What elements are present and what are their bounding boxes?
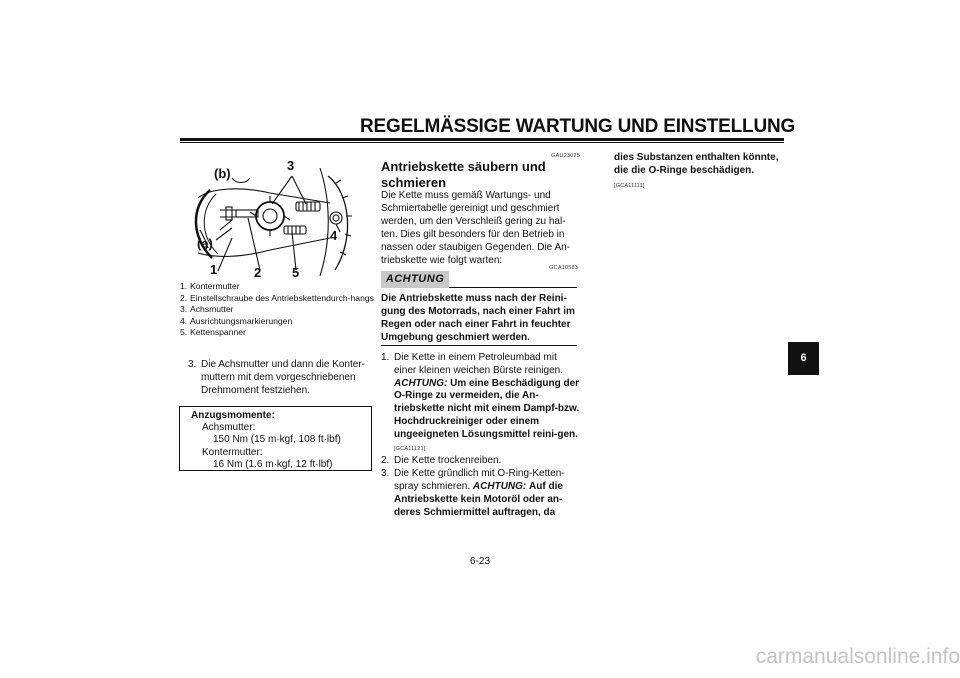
spec-axle-value: 150 Nm (15 m·kgf, 108 ft·lbf) [213, 434, 341, 446]
step-item: 3. Die Kette gründlich mit O-Ring-Ketten-spray schmieren. ACHTUNG: Auf die Antriebskette kein Motoröl oder an-deres Schmiermittel auftragen, da [381, 468, 565, 518]
caution-rule [449, 287, 577, 288]
header-rule [180, 138, 784, 141]
step-item: 2. Die Kette trockenreiben. [381, 455, 502, 467]
caption-item: 2. Einstellschraube des Antriebskettendurch-hangs [180, 292, 374, 303]
step-caution-label: ACHTUNG: [472, 480, 527, 492]
chain-adjuster-illustration [180, 158, 370, 280]
section-code: GAU23025 [551, 153, 580, 159]
spec-locknut-label: Kontermutter: [202, 446, 263, 458]
figure-label-3: 3 [287, 158, 295, 173]
caption-item: 4. Ausrichtungsmarkierungen [180, 315, 293, 326]
caption-item: 5. Kettenspanner [180, 327, 246, 338]
spec-axle-label: Achsmutter: [202, 422, 256, 434]
page-header-title: REGELMÄSSIGE WARTUNG UND EINSTELLUNG [360, 116, 796, 137]
spec-locknut-value: 16 Nm (1.6 m·kgf, 12 ft·lbf) [213, 458, 333, 470]
caption-item: 1. Kontermutter [180, 281, 240, 291]
torque-spec-box [179, 406, 372, 471]
figure-label-4: 4 [330, 228, 338, 243]
caption-item: 3. Achsmutter [180, 304, 234, 315]
caution-bottom-rule [381, 345, 577, 346]
section-title: Antriebskette säubern und schmieren [381, 159, 546, 190]
figure-label-2: 2 [254, 265, 262, 280]
cleaning-steps [381, 352, 580, 519]
figure-label-b: (b) [214, 166, 231, 181]
caution-code: GCA10583 [549, 265, 578, 271]
chapter-tab: 6 [788, 342, 819, 375]
continued-text: dies Substanzen enthalten könnte, die die O-Ringe beschädigen. [GCA11111] [614, 152, 779, 189]
figure-captions [180, 281, 375, 339]
header-rule-thin [180, 142, 784, 143]
tighten-step: 3. Die Achsmutter und dann die Konter-muttern mit dem vorgeschriebenen Drehmoment festziehen. [188, 359, 365, 396]
figure-label-a: (a) [197, 236, 213, 251]
spec-title: Anzugsmomente: [191, 410, 275, 421]
caution-text: Die Antriebskette muss nach der Reini-gung des Motorrads, nach einer Fahrt im Regen oder nach einer Fahrt in feuchter Umgebung geschmiert werden. [381, 293, 575, 343]
caution-badge: ACHTUNG [381, 271, 449, 288]
section-intro: Die Kette muss gemäß Wartungs- und Schmiertabelle gereinigt und geschmiert werden, um den Verschleiß gering zu hal-ten. Dies gilt besonders für den Betrieb in nassen oder staubigen Gegenden. Die An-triebskette wie folgt warten: [381, 190, 571, 266]
step-item: 1. Die Kette in einem Petroleumbad mit einer kleinen weichen Bürste reinigen. ACHTUNG: Um eine Beschädigung der O-Ringe zu vermeiden, die An-triebskette nicht mit einem Dampf-bzw. Hochdruckreiniger oder einem ungeeigneten Lösungsmittel reini-gen. [GCA11121] [381, 352, 580, 452]
watermark: carmanualsonline.info [755, 645, 960, 668]
step-caution-label: ACHTUNG: [394, 377, 448, 389]
figure-label-1: 1 [210, 262, 218, 277]
figure-label-5: 5 [292, 265, 300, 280]
page-number: 6-23 [469, 556, 490, 567]
